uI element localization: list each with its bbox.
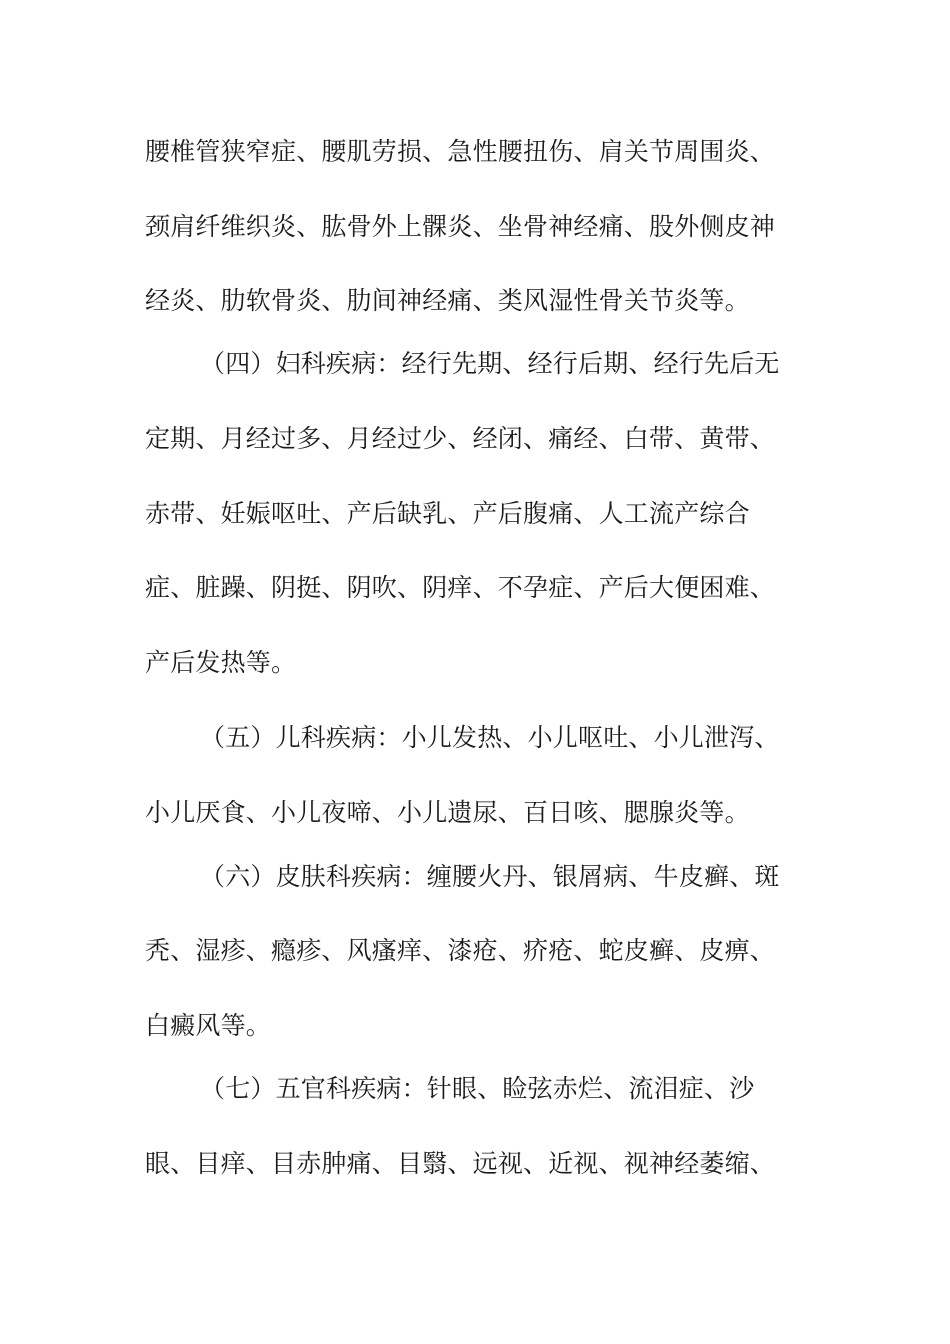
text-line: 经炎、肋软骨炎、肋间神经痛、类风湿性骨关节炎等。 <box>145 286 750 315</box>
text-line: 症、脏躁、阴挺、阴吹、阴痒、不孕症、产后大便困难、 <box>145 573 776 602</box>
section-heading-pediatrics: （五）儿科疾病：小儿发热、小儿呕吐、小儿泄泻、 <box>200 723 780 752</box>
text-line: 腰椎管狭窄症、腰肌劳损、急性腰扭伤、肩关节周围炎、 <box>145 137 776 166</box>
text-line: 眼、目痒、目赤肿痛、目翳、远视、近视、视神经萎缩、 <box>145 1149 776 1178</box>
text-line: 产后发热等。 <box>145 648 297 677</box>
text-line: 赤带、妊娠呕吐、产后缺乳、产后腹痛、人工流产综合 <box>145 499 750 528</box>
section-heading-gynecology: （四）妇科疾病：经行先期、经行后期、经行先后无 <box>200 349 780 378</box>
text-line: 小儿厌食、小儿夜啼、小儿遗尿、百日咳、腮腺炎等。 <box>145 798 750 827</box>
section-heading-ent: （七）五官科疾病：针眼、睑弦赤烂、流泪症、沙 <box>200 1074 755 1103</box>
text-line: 秃、湿疹、瘾疹、风瘙痒、漆疮、疥疮、蛇皮癣、皮痹、 <box>145 936 776 965</box>
text-line: 白癜风等。 <box>145 1011 272 1040</box>
text-line: 颈肩纤维织炎、肱骨外上髁炎、坐骨神经痛、股外侧皮神 <box>145 212 776 241</box>
section-heading-dermatology: （六）皮肤科疾病：缠腰火丹、银屑病、牛皮癣、斑 <box>200 862 780 891</box>
text-line: 定期、月经过多、月经过少、经闭、痛经、白带、黄带、 <box>145 424 776 453</box>
